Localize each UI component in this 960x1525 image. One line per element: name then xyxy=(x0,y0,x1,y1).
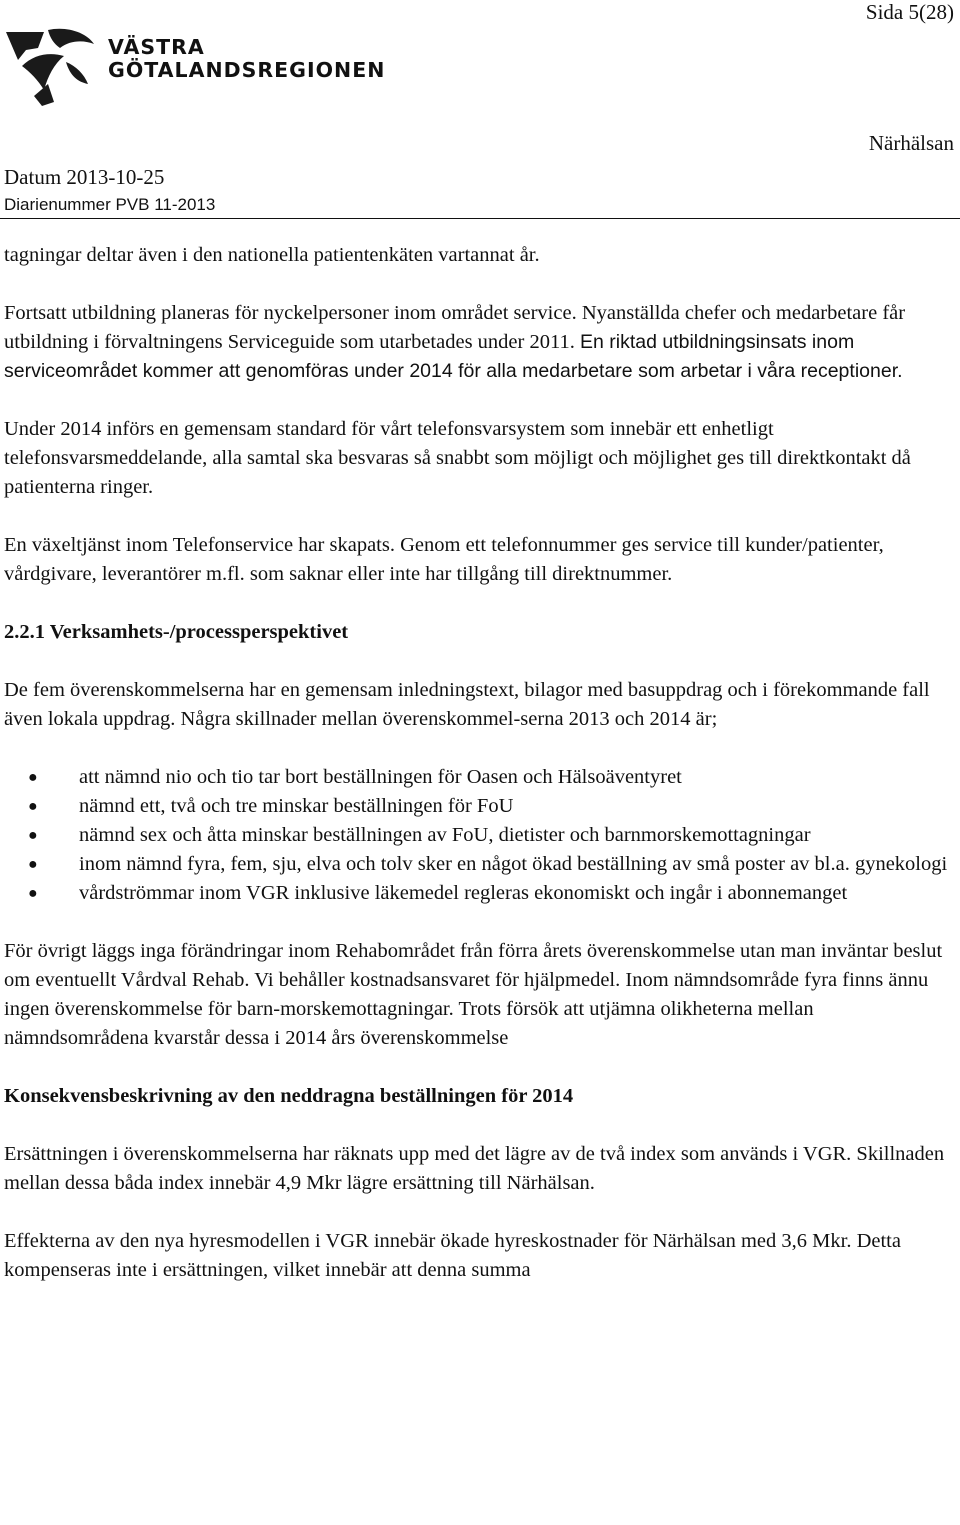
logo-line-1: VÄSTRA xyxy=(108,35,205,59)
list-item: ● inom nämnd fyra, fem, sju, elva och tolv sker en något ökad beställning av små poster av bl.a. gynekologi xyxy=(4,850,956,879)
paragraph xyxy=(4,299,956,386)
bullet-icon: ● xyxy=(28,798,38,815)
diarienummer: Diarienummer PVB 11-2013 xyxy=(4,195,216,214)
paragraph: Ersättningen i överenskommelserna har räknats upp med det lägre av de två index som används i VGR. Skillnaden mellan dessa båda index innebär 4,9 Mkr lägre ersättning till Närhälsan. xyxy=(4,1143,945,1194)
department-name: Närhälsan xyxy=(868,131,954,155)
bullet-icon: ● xyxy=(28,827,38,844)
list-item: ● nämnd sex och åtta minskar beställningen av FoU, dietister och barnmorskemottagningar xyxy=(4,821,956,850)
document-date: Datum 2013-10-25 xyxy=(4,165,165,189)
list-item: ● vårdströmmar inom VGR inklusive läkemedel regleras ekonomiskt och ingår i abonnemanget xyxy=(4,879,956,908)
list-item: ● nämnd ett, två och tre minskar beställningen för FoU xyxy=(4,792,956,821)
section-heading: Konsekvensbeskrivning av den neddragna beställningen för 2014 xyxy=(4,1085,574,1107)
paragraph: Effekterna av den nya hyresmodellen i VGR innebär ökade hyreskostnader för Närhälsan med 3,6 Mkr. Detta kompenseras inte i ersättningen, vilket innebär att denna summa xyxy=(4,1230,901,1281)
bullet-icon: ● xyxy=(28,885,38,902)
header-divider xyxy=(0,218,960,219)
paragraph-text: En riktad utbildningsinsats inom serviceområdet kommer att genomföras under 2014 för alla medarbetare som arbetar i våra receptioner. xyxy=(4,331,903,382)
page-number: Sida 5(28) xyxy=(865,0,954,24)
paragraph: tagningar deltar även i den nationella patientenkäten vartannat år. xyxy=(4,244,540,266)
paragraph: En växeltjänst inom Telefonservice har skapats. Genom ett telefonnummer ges service till kunder/patienter, vårdgivare, leverantörer m.fl. som saknar eller inte har tillgång till direktnummer. xyxy=(4,534,884,585)
paragraph: Under 2014 införs en gemensam standard för vårt telefonsvarsystem som innebär ett enhetligt telefonsvarsmeddelande, alla samtal ska besvaras så snabbt som möjligt och möjlighet ges till direktkontakt då patienterna ringer. xyxy=(4,418,911,498)
paragraph-text: Fortsatt utbildning planeras för nyckelpersoner inom området service. Nyanställda chefer och medarbetare får utbildning i förvaltningens Serviceguide som utarbetades under 2011. xyxy=(4,302,906,353)
logo-line-2: GÖTALANDSREGIONEN xyxy=(108,58,386,82)
vgr-emblem-icon xyxy=(4,26,96,106)
bullet-icon: ● xyxy=(28,769,38,786)
list-item: ● att nämnd nio och tio tar bort beställningen för Oasen och Hälsoäventyret xyxy=(4,763,956,792)
bullet-icon: ● xyxy=(28,856,38,873)
bullet-list xyxy=(4,763,956,908)
section-heading: 2.2.1 Verksamhets-/processperspektivet xyxy=(4,621,349,643)
vgr-logo xyxy=(4,26,385,106)
paragraph: För övrigt läggs inga förändringar inom Rehabområdet från förra årets överenskommelse utan man inväntar beslut om eventuellt Vårdval Rehab. Vi behåller kostnadsansvaret för hjälpmedel. Inom nämndsområde fyra finns ännu ingen överenskommelse för barn-morskemottagningar. Trots försök att utjämna olikheterna mellan nämndsområdena kvarstår dessa i 2014 års överenskommelse xyxy=(4,940,943,1049)
document-body xyxy=(4,241,956,1314)
paragraph: De fem överenskommelserna har en gemensam inledningstext, bilagor med basuppdrag och i förekommande fall även lokala uppdrag. Några skillnader mellan överenskommel-serna 2013 och 2014 är; xyxy=(4,679,930,730)
